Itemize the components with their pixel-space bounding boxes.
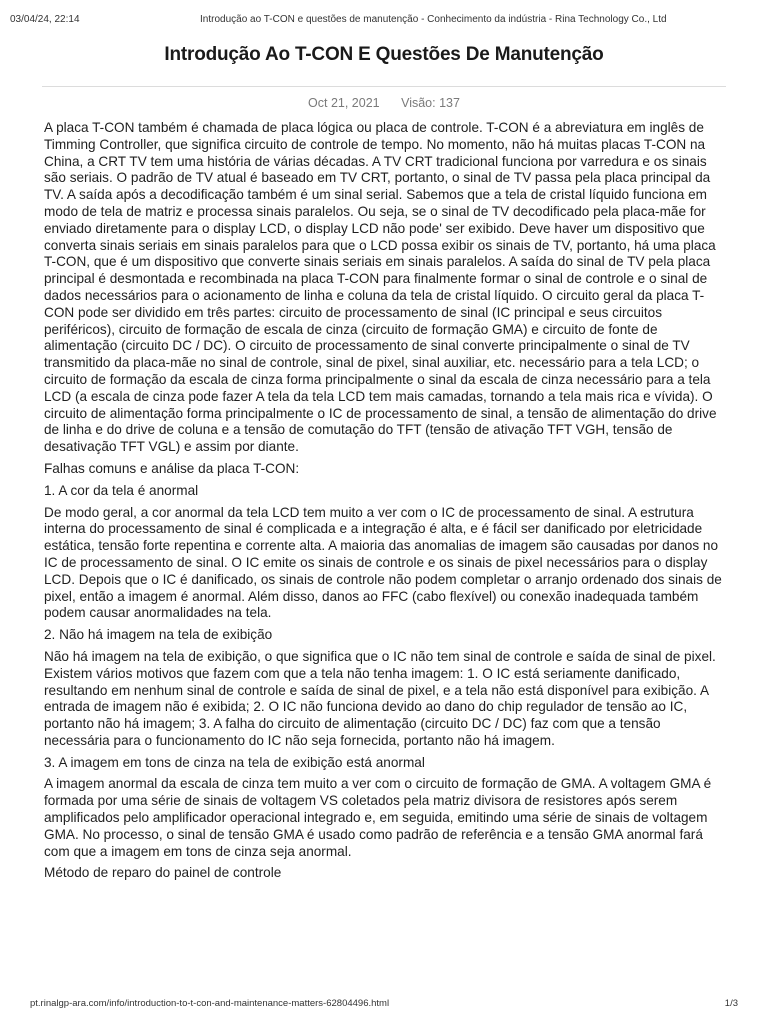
page-number: 1/3 <box>724 998 738 1009</box>
print-datetime: 03/04/24, 22:14 <box>10 14 80 25</box>
page-title: Introdução Ao T-CON E Questões De Manutenção <box>164 44 604 65</box>
intro-paragraph: A placa T-CON também é chamada de placa lógica ou placa de controle. T-CON é a abreviatura em inglês de Timming Controller, que significa circuito de controle de tempo. No momento, não há muitas placas T-CON na China, a CRT TV tem uma história de várias décadas. A TV CRT tradicional funciona por varredura e os sinais são seriais. O padrão de TV atual é baseado em TV CRT, portanto, o sinal de TV passa pela placa principal da TV. A saída após a decodificação também é um sinal serial. Sabemos que a tela de cristal líquido funciona em modo de tela de matriz e processa sinais paralelos. Ou seja, se o sinal de TV decodificado pela placa-mãe for enviado diretamente para o display LCD, o display LCD não pode' ser exibido. Deve haver um dispositivo que converta sinais seriais em sinais paralelos para que o LCD possa exibir os sinais de TV, portanto, há uma placa T-CON, que é um dispositivo que converte sinais seriais em sinais paralelos. A saída do sinal de TV pela placa principal é desmontada e recombinada na placa T-CON para finalmente formar o sinal de controle e o sinal de dados necessários para o acionamento de linha e coluna da tela de cristal líquido. O circuito geral da placa T-CON pode ser dividido em três partes: circuito de processamento de sinal (IC principal e seus circuitos periféricos), circuito de formação de escala de cinza (circuito de formação GMA) e circuito de fonte de alimentação (circuito DC / DC). O circuito de processamento de sinal converte principalmente o sinal de TV transmitido da placa-mãe no sinal de controle, sinal de pixel, sinal auxiliar, etc. necessário para a tela LCD; o circuito de formação da escala de cinza forma principalmente o sinal da escala de cinza necessário para a tela LCD (a escala de cinza pode fazer A tela da tela LCD tem mais camadas, tornando a tela mais rica e vívida). O circuito de alimentação forma principalmente o IC de processamento de sinal, a tensão de alimentação do drive de linha e do drive de coluna e a tensão de comutação do TFT (tensão de ativação TFT VGH, tensão de desativação TFT VGL) e assim por diante. <box>44 120 717 455</box>
article-meta <box>0 96 768 110</box>
article-body <box>44 120 726 887</box>
section-heading-repair: Método de reparo do painel de controle <box>44 865 282 881</box>
publish-date: Oct 21, 2021 <box>308 96 380 110</box>
fault-heading-3: 3. A imagem em tons de cinza na tela de exibição está anormal <box>44 754 425 770</box>
fault-paragraph-2: Não há imagem na tela de exibição, o que significa que o IC não tem sinal de controle e saída de sinal de pixel. Existem vários motivos que fazem com que a tela não tenha imagem: 1. O IC está seriamente danificado, resultando em nenhum sinal de controle e saída de sinal de pixel, e a tela não está disponível para exibição. A entrada de imagem não é exibida; 2. O IC não funciona devido ao dano do chip regulador de tensão ao IC, portanto não há imagem; 3. A falha do circuito de alimentação (circuito DC / DC) faz com que a tensão necessária para o funcionamento do IC não seja fornecida, portanto não há imagem. <box>44 648 716 748</box>
fault-paragraph-3: A imagem anormal da escala de cinza tem muito a ver com o circuito de formação de GMA. A voltagem GMA é formada por uma série de sinais de voltagem VS coletados pela matriz divisora de resistores após serem amplificados pelo amplificador operacional integrado e, em seguida, emitindo uma série de sinais de voltagem GMA. No processo, o sinal de tensão GMA é usado como padrão de referência e a tensão GMA anormal fará com que a imagem em tons de cinza seja anormal. <box>44 776 712 859</box>
view-count: Visão: 137 <box>401 96 460 110</box>
print-document-title: Introdução ao T-CON e questões de manutenção - Conhecimento da indústria - Rina Technology Co., Ltd <box>200 14 667 25</box>
section-heading-faults: Falhas comuns e análise da placa T-CON: <box>44 460 300 476</box>
page-url: pt.rinalgp-ara.com/info/introduction-to-t-con-and-maintenance-matters-62804496.html <box>30 998 390 1009</box>
fault-heading-1: 1. A cor da tela é anormal <box>44 482 199 498</box>
fault-heading-2: 2. Não há imagem na tela de exibição <box>44 627 273 643</box>
fault-paragraph-1: De modo geral, a cor anormal da tela LCD tem muito a ver com o IC de processamento de sinal. A estrutura interna do processamento de sinal é complicada e a integração é alta, e é fácil ser danificado por eletricidade estática, tensão forte repentina e corrente alta. A maioria das anomalias de imagem são causadas por danos no IC de processamento de sinal. O IC emite os sinais de controle e os sinais de pixel necessários para o display LCD. Depois que o IC é danificado, os sinais de controle não podem completar o arranjo ordenado dos sinais de pixel, então a imagem é anormal. Além disso, danos ao FFC (cabo flexível) ou conexão inadequada também podem causar anormalidades na tela. <box>44 504 722 621</box>
title-divider <box>42 86 726 87</box>
